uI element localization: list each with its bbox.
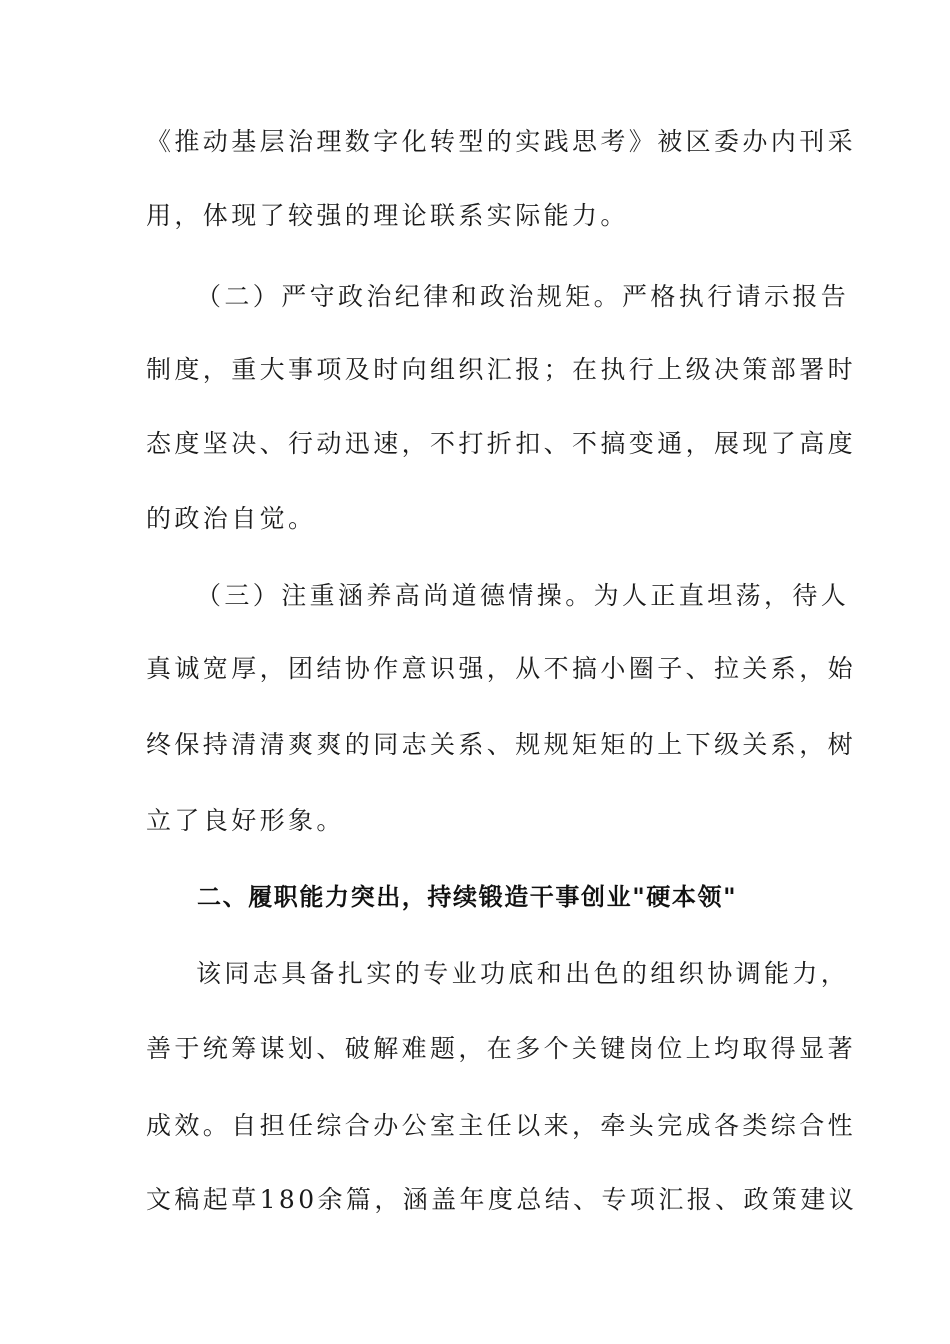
paragraph-line: 制度，重大事项及时向组织汇报；在执行上级决策部署时 [146,355,857,384]
subsection-2-line: （二）严守政治纪律和政治规矩。严格执行请示报告 [196,282,850,311]
paragraph-line: 《推动基层治理数字化转型的实践思考》被区委办内刊采 [146,127,857,156]
paragraph-line: 立了良好形象。 [146,806,345,835]
paragraph-line: 成效。自担任综合办公室主任以来，牵头完成各类综合性 [146,1111,857,1140]
paragraph-line: 的政治自觉。 [146,504,317,533]
paragraph-line: 终保持清清爽爽的同志关系、规规矩矩的上下级关系，树 [146,730,857,759]
paragraph-line: 态度坚决、行动迅速，不打折扣、不搞变通，展现了高度 [146,429,857,458]
paragraph-line: 用，体现了较强的理论联系实际能力。 [146,201,629,230]
paragraph-line: 该同志具备扎实的专业功底和出色的组织协调能力， [196,959,850,988]
section-heading: 二、履职能力突出，持续锻造干事创业"硬本领" [197,883,738,911]
paragraph-line: 文稿起草180余篇，涵盖年度总结、专项汇报、政策建议 [146,1185,858,1214]
paragraph-line: 善于统筹谋划、破解难题，在多个关键岗位上均取得显著 [146,1034,857,1063]
subsection-3-line: （三）注重涵养高尚道德情操。为人正直坦荡，待人 [196,581,850,610]
paragraph-line: 真诚宽厚，团结协作意识强，从不搞小圈子、拉关系，始 [146,654,857,683]
